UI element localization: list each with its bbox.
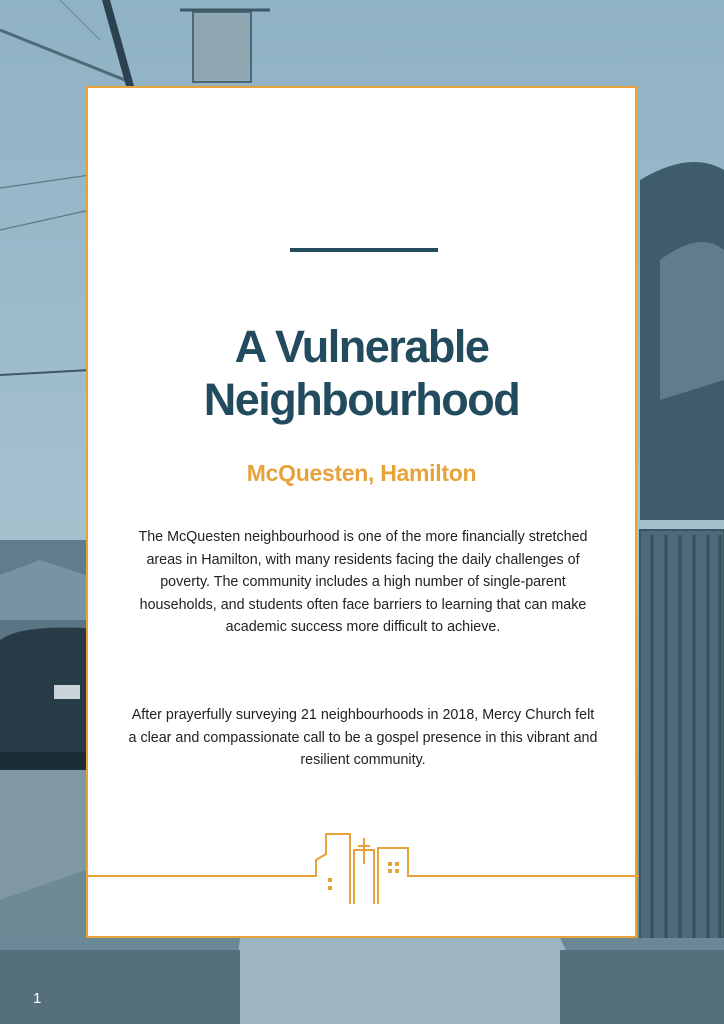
page-title: [88, 320, 635, 426]
title-line-1: A Vulnerable: [234, 321, 489, 372]
location-subtitle: McQuesten, Hamilton: [246, 460, 477, 486]
title-line-2: Neighbourhood: [203, 374, 520, 425]
intro-paragraph: The McQuesten neighbourhood is one of the more financially stretched areas in Hamilton, with many residents facing the daily challenges of poverty. The community includes a high number of single-parent households, and students often face barriers to learning that can make academic success more difficult to achieve.: [138, 529, 588, 635]
mission-paragraph: After prayerfully surveying 21 neighbourhoods in 2018, Mercy Church felt a clear and compassionate call to be a gospel presence in this vibrant and resilient community.: [128, 707, 598, 768]
content-card: [86, 86, 637, 938]
top-divider: [290, 248, 438, 252]
city-skyline-with-church-cross-icon: [88, 828, 639, 908]
page-number: 1: [33, 990, 42, 1007]
